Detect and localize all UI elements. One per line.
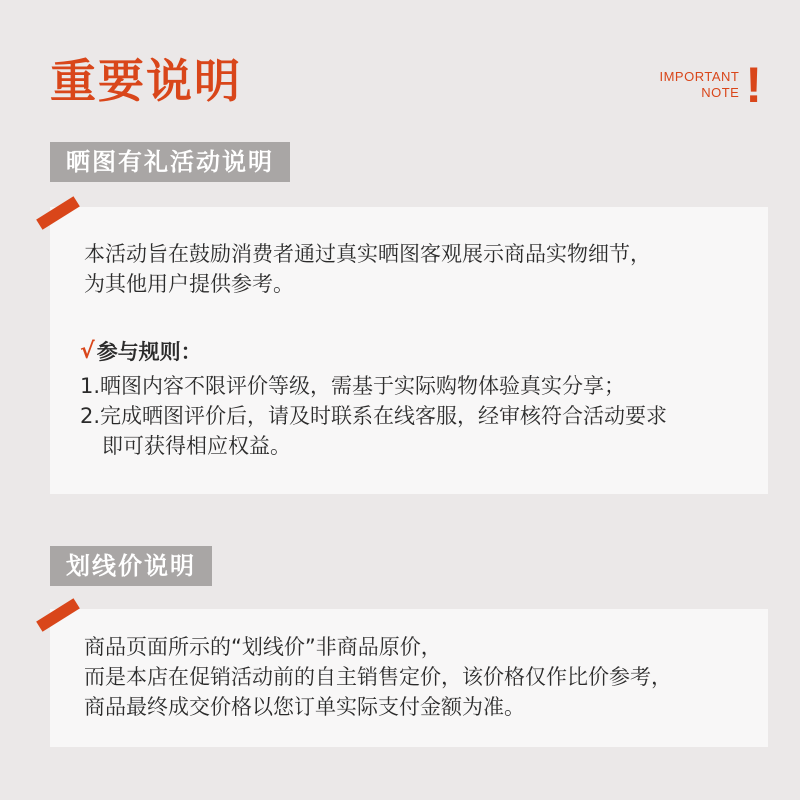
section-tag-strikethrough-price: 划线价说明 — [50, 546, 212, 586]
section-tag-photo-activity: 晒图有礼活动说明 — [50, 142, 290, 182]
page-title: 重要说明 — [50, 54, 242, 108]
price-note-line: 商品最终成交价格以您订单实际支付金额为准。 — [84, 695, 525, 719]
rules-title: 参与规则： — [96, 340, 202, 364]
rule-item: 2.完成晒图评价后，请及时联系在线客服，经审核符合活动要求 — [80, 404, 668, 428]
intro-line: 本活动旨在鼓励消费者通过真实晒图客观展示商品实物细节， — [84, 242, 651, 266]
rule-item-continued: 即可获得相应权益。 — [102, 434, 291, 458]
note-line-1: IMPORTANT — [659, 69, 740, 84]
rules-list — [80, 371, 752, 461]
important-note-text — [659, 69, 739, 101]
note-line-2: NOTE — [701, 85, 740, 100]
price-note-line: 而是本店在促销活动前的自主销售定价，该价格仅作比价参考， — [84, 665, 672, 689]
card-strikethrough-price — [50, 609, 768, 747]
rule-item: 1.晒图内容不限评价等级，需基于实际购物体验真实分享； — [80, 374, 626, 398]
check-icon: √ — [80, 339, 95, 364]
price-note-line: 商品页面所示的“划线价”非商品原价， — [84, 635, 442, 659]
exclamation-icon: ! — [745, 57, 762, 113]
important-note-badge — [659, 57, 762, 113]
intro-text — [84, 239, 748, 299]
intro-line: 为其他用户提供参考。 — [84, 272, 294, 296]
price-note-text — [84, 632, 748, 722]
rules-heading — [80, 337, 202, 367]
card-photo-activity — [50, 207, 768, 494]
